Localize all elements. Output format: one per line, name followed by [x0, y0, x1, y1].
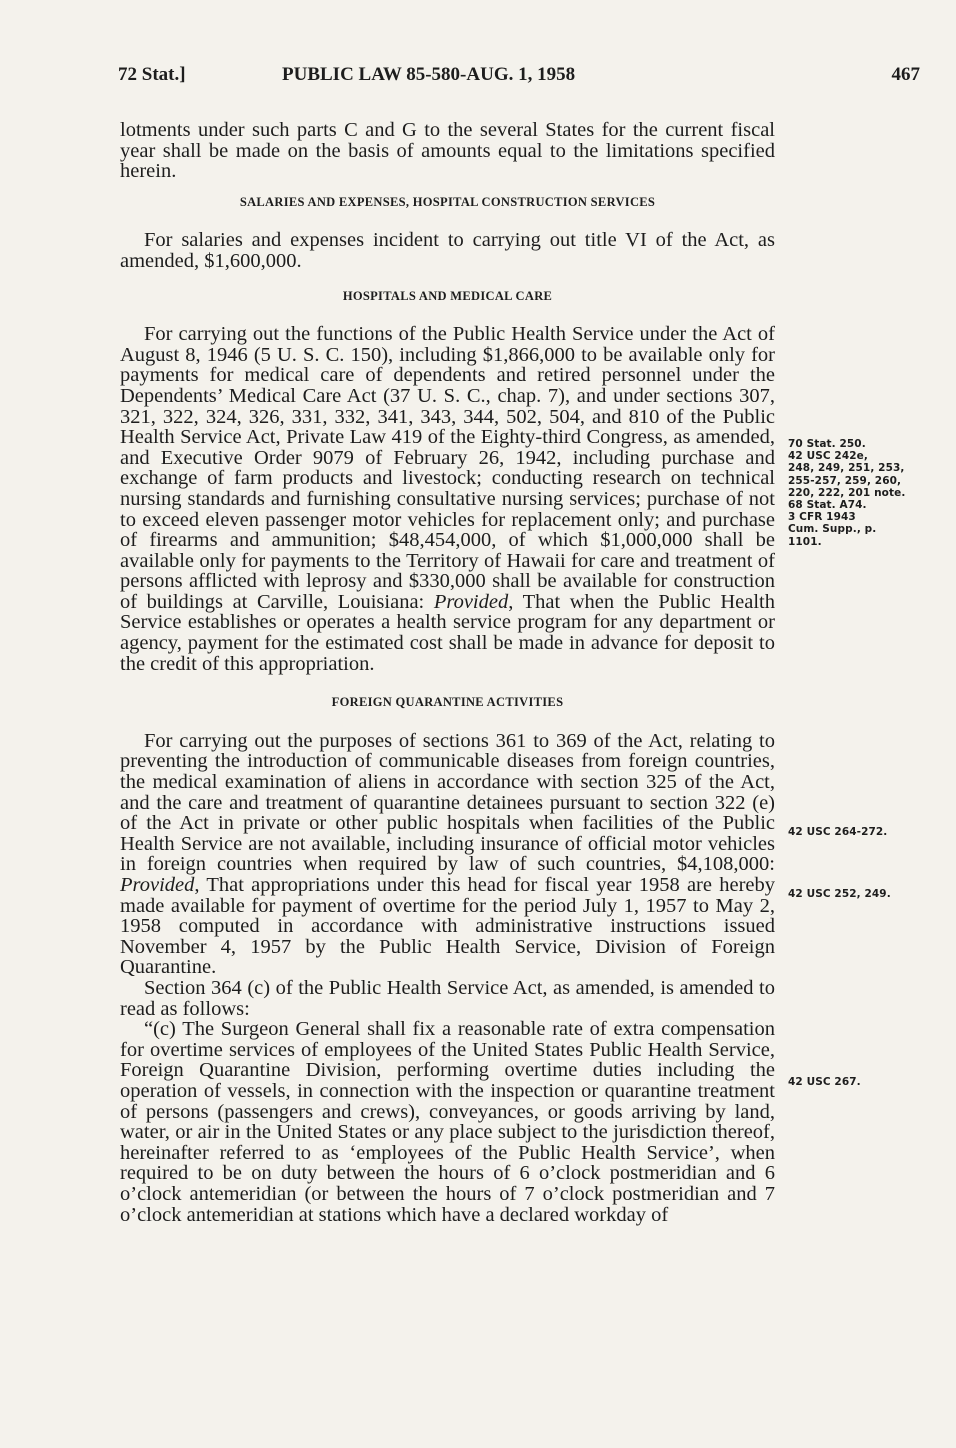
margin-note-hospitals	[788, 438, 928, 548]
margin-note-line: 248, 249, 251, 253,	[788, 462, 905, 475]
paragraph-hospitals	[120, 324, 775, 674]
provided-italic: Provided	[433, 590, 509, 613]
paragraph-quarantine-text: For carrying out the purposes of sections 361 to 369 of the Act, relating to preventing the introduction of communicable diseases from foreign countries, the medical examination of aliens in accordance with section 325 of the Act, and the care and treatment of quarantine detainees pursuant to section 322 (e) of the Act in private or other public hospitals when facilities of the Public Health Service are not available, including insurance of official motor vehicles in foreign countries when required by law of such countries, $4,108,000:	[120, 729, 775, 876]
margin-note-quarantine	[788, 826, 928, 838]
margin-note-line: Cum. Supp., p.	[788, 523, 877, 536]
page-number: 467	[891, 64, 920, 85]
margin-note-line: 42 USC 252, 249.	[788, 888, 891, 900]
margin-note-line: 3 CFR 1943	[788, 511, 856, 524]
margin-note-line: 1101.	[788, 535, 822, 548]
header-title: PUBLIC LAW 85-580-AUG. 1, 1958	[282, 64, 576, 85]
margin-note-line: 255-257, 259, 260,	[788, 474, 902, 487]
body-text	[120, 120, 775, 1225]
section-heading-hospitals: HOSPITALS AND MEDICAL CARE	[342, 288, 553, 303]
paragraph-lotments: lotments under such parts C and G to the several States for the current fiscal year shall be made on the basis of amounts equal to the limitations specified herein.	[120, 119, 775, 183]
section-heading-salaries: SALARIES AND EXPENSES, HOSPITAL CONSTRUCTION SERVICES	[239, 194, 656, 209]
paragraph-section-364: Section 364 (c) of the Public Health Service Act, as amended, is amended to read as follows:	[120, 976, 775, 1020]
paragraph-quarantine	[120, 731, 775, 978]
paragraph-hospitals-proviso: , That when the Public Health Service establishes or operates a health service program for any department or agency, payment for the estimated cost shall be made in advance for deposit to the credit of this appropriation.	[120, 590, 775, 675]
margin-note-line: 220, 222, 201 note.	[788, 486, 906, 499]
margin-note-line: 42 USC 267.	[788, 1076, 861, 1088]
margin-note-line: 42 USC 264-272.	[788, 826, 888, 838]
margin-note-section-364	[788, 1076, 928, 1088]
header-statute-ref: 72 Stat.]	[118, 64, 186, 85]
margin-note-line: 68 Stat. A74.	[788, 499, 867, 512]
provided-italic: Provided	[120, 874, 195, 896]
section-heading-quarantine: FOREIGN QUARANTINE ACTIVITIES	[331, 695, 564, 710]
paragraph-salaries: For salaries and expenses incident to carrying out title VI of the Act, as amended, $1,600,000.	[120, 229, 775, 272]
paragraph-surgeon-general: “(c) The Surgeon General shall fix a reasonable rate of extra compensation for overtime services of employees of the United States Public Health Service, Foreign Quarantine Division, performing overtime duties including the operation of vessels, in connection with the inspection or quarantine treatment of persons (passengers and crews), conveyances, or goods arriving by land, water, or air in the United States or any place subject to the jurisdiction thereof, hereinafter referred to as ‘employees of the Public Health Service’, when required to be on duty between the hours of 6 o’clock postmeridian and 6 o’clock antemeridian (or between the hours of 7 o’clock postmeridian and 7 o’clock antemeridian at stations which have a declared workday of	[120, 1018, 775, 1226]
paragraph-hospitals-text: For carrying out the functions of the Public Health Service under the Act of August 8, 1946 (5 U. S. C. 150), including $1,866,000 to be available only for payments for medical care of dependents and retired personnel under the Dependents’ Medical Care Act (37 U. S. C., chap. 7), and under sections 307, 321, 322, 324, 326, 331, 332, 341, 343, 344, 502, 504, and 810 of the Public Health Service Act, Private Law 419 of the Eighty-third Congress, as amended, and Executive Order 9079 of February 26, 1942, including purchase and exchange of farm products and livestock; conducting research on technical nursing standards and furnishing consultative nursing services; purchase of not to exceed eleven passenger motor vehicles for replacement only; and purchase of firearms and ammunition; $48,454,000, of which $1,000,000 shall be available only for payments to the Territory of Hawaii for care and treatment of persons afflicted with leprosy and $330,000 shall be available for construction of buildings at Carville, Louisiana:	[120, 323, 775, 613]
margin-note-hospitals-private	[788, 888, 928, 900]
running-header	[118, 64, 920, 94]
margin-note-line: 70 Stat. 250.	[788, 438, 866, 450]
paragraph-quarantine-proviso: , That appropriations under this head for fiscal year 1958 are hereby made available for payment of overtime for the period July 1, 1957 to May 2, 1958 computed in accordance with administrative instructions issued November 4, 1957 by the Public Health Service, Division of Foreign Quarantine.	[120, 874, 775, 979]
margin-note-line: 42 USC 242e,	[788, 450, 868, 463]
